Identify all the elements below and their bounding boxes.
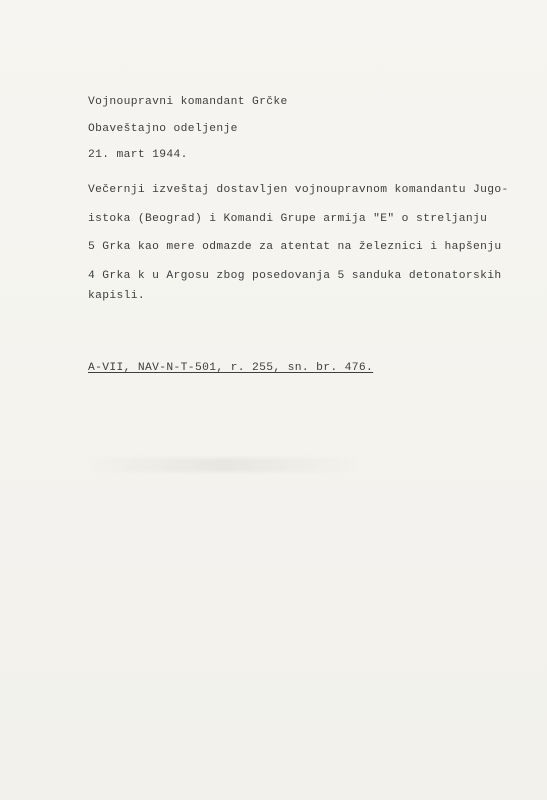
- document-date: 21. mart 1944.: [88, 149, 188, 161]
- department-name: Obaveštajno odeljenje: [88, 123, 238, 135]
- body-line-2: istoka (Beograd) i Komandi Grupe armija "E" o streljanju: [88, 213, 488, 225]
- issuing-authority: Vojnoupravni komandant Grčke: [88, 96, 288, 108]
- body-line-1: Večernji izveštaj dostavljen vojnoupravnom komandantu Jugo-: [88, 184, 509, 196]
- body-line-5: kapisli.: [88, 290, 146, 302]
- show-through-smudge: [85, 458, 360, 472]
- archive-reference: A-VII, NAV-N-T-501, r. 255, sn. br. 476.: [88, 362, 374, 374]
- body-line-3: 5 Grka kao mere odmazde za atentat na železnici i hapšenju: [88, 241, 502, 253]
- body-line-4: 4 Grka k u Argosu zbog posedovanja 5 sanduka detonatorskih: [88, 270, 502, 282]
